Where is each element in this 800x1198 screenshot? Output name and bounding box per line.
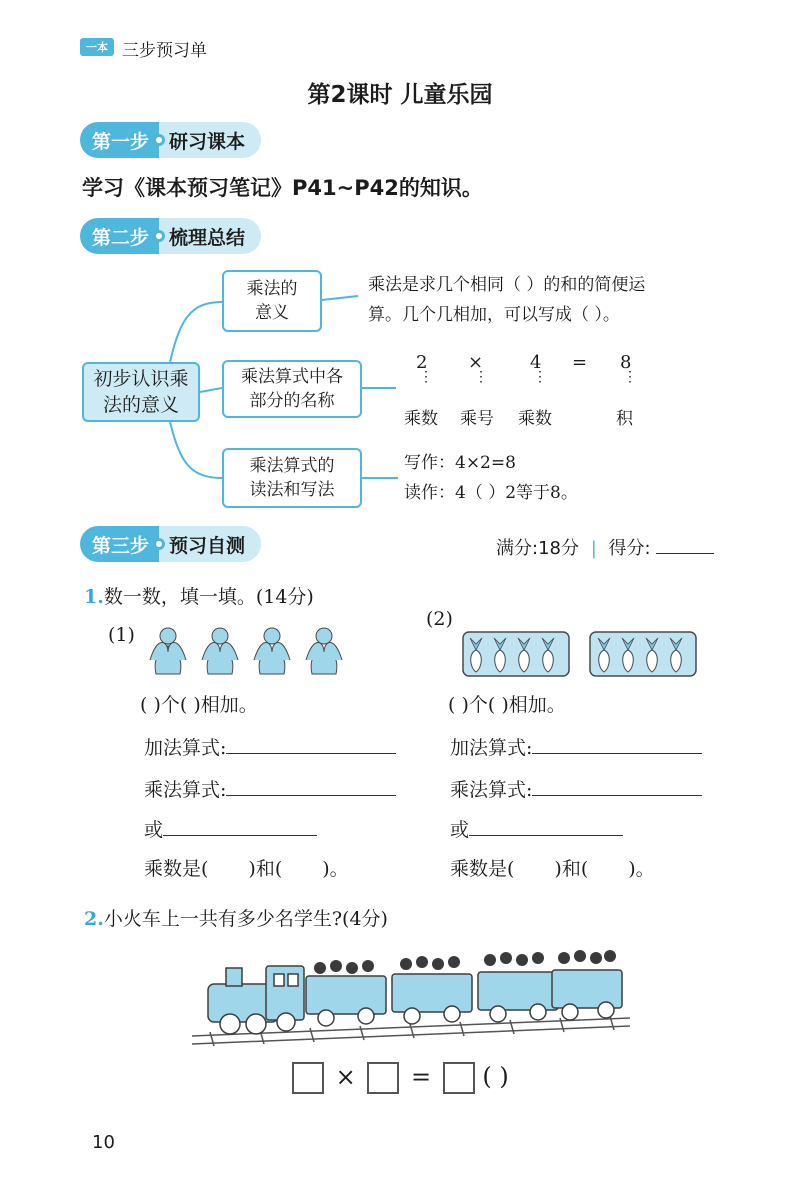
mindmap-connectors (0, 0, 800, 520)
step3-label: 第三步 (80, 526, 159, 562)
mul-eq-blank[interactable] (226, 774, 396, 796)
q2-title: 2.小火车上一共有多少名学生?(4分) (84, 908, 388, 930)
step3-banner (80, 526, 261, 562)
q1-part1-or: 或 (144, 814, 317, 842)
q1-part2-add-eq: 加法算式: (450, 732, 702, 760)
add-eq-blank[interactable] (226, 732, 396, 754)
plant-group-image (144, 620, 354, 680)
q2-equation: × = ( ) (292, 1062, 509, 1094)
q1-part2-factors[interactable]: 乘数是( )和( )。 (450, 858, 655, 880)
step1-title: 研习课本 (159, 122, 261, 158)
or-eq-blank[interactable] (163, 814, 317, 836)
full-score: 满分:18分 (496, 538, 579, 559)
or-eq-blank[interactable] (469, 814, 623, 836)
mindmap-root: 初步认识乘 法的意义 (82, 362, 200, 422)
q1-part1-label: (1) (108, 624, 135, 646)
q1-part2-adds[interactable]: ( )个( )相加。 (448, 694, 566, 716)
answer-box[interactable] (292, 1062, 324, 1094)
step3-title: 预习自测 (159, 526, 261, 562)
dots-icon: ⋮ (474, 369, 488, 385)
branch-meaning-note: 乘法是求几个相同（ ）的和的简便运 算。几个几相加，可以写成（ ）。 (368, 275, 646, 325)
train-image (190, 940, 640, 1050)
answer-box[interactable] (367, 1062, 399, 1094)
q1-title: 1.数一数，填一填。(14分) (84, 586, 314, 608)
page-number: 10 (92, 1132, 115, 1153)
branch-names-box: 乘法算式中各 部分的名称 (222, 360, 362, 418)
radish-boxes-image (462, 630, 698, 680)
dots-icon: ⋮ (623, 369, 637, 385)
equation-parts: 2 × 4 = 8 ⋮ ⋮ ⋮ ⋮ 乘数 乘号 乘数 积 (404, 352, 637, 429)
branch-read-write-note: 写作：4×2=8 读作：4（ ）2等于8。 (404, 453, 578, 503)
q1-part1-add-eq: 加法算式: (144, 732, 396, 760)
study-instruction: 学习《课本预习笔记》P41~P42的知识。 (82, 176, 483, 200)
step1-label: 第一步 (80, 122, 159, 158)
dots-icon: ⋮ (533, 369, 547, 385)
step2-label: 第二步 (80, 218, 159, 254)
q1-part2-or: 或 (450, 814, 623, 842)
q1-part1-factors[interactable]: 乘数是( )和( )。 (144, 858, 349, 880)
unit-blank[interactable]: ( ) (482, 1062, 509, 1091)
q1-part1-adds[interactable]: ( )个( )相加。 (140, 694, 258, 716)
score-bar: 满分:18分 | 得分: (496, 532, 714, 560)
dots-icon: ⋮ (419, 369, 433, 385)
score-label: 得分: (608, 538, 651, 559)
branch-read-write-box: 乘法算式的 读法和写法 (222, 448, 362, 508)
q1-part1-mul-eq: 乘法算式: (144, 774, 396, 802)
dot-icon (153, 538, 165, 550)
series-name: 三步预习单 (122, 41, 207, 61)
dot-icon (153, 134, 165, 146)
step2-title: 梳理总结 (159, 218, 261, 254)
add-eq-blank[interactable] (532, 732, 702, 754)
score-blank[interactable] (656, 532, 714, 554)
brand-logo: 一本 (80, 38, 114, 56)
q1-part2-label: (2) (426, 608, 453, 630)
branch-meaning-box: 乘法的 意义 (222, 270, 322, 332)
lesson-title: 第2课时 儿童乐园 (307, 82, 493, 108)
dot-icon (153, 230, 165, 242)
mul-eq-blank[interactable] (532, 774, 702, 796)
answer-box[interactable] (443, 1062, 475, 1094)
q1-part2-mul-eq: 乘法算式: (450, 774, 702, 802)
